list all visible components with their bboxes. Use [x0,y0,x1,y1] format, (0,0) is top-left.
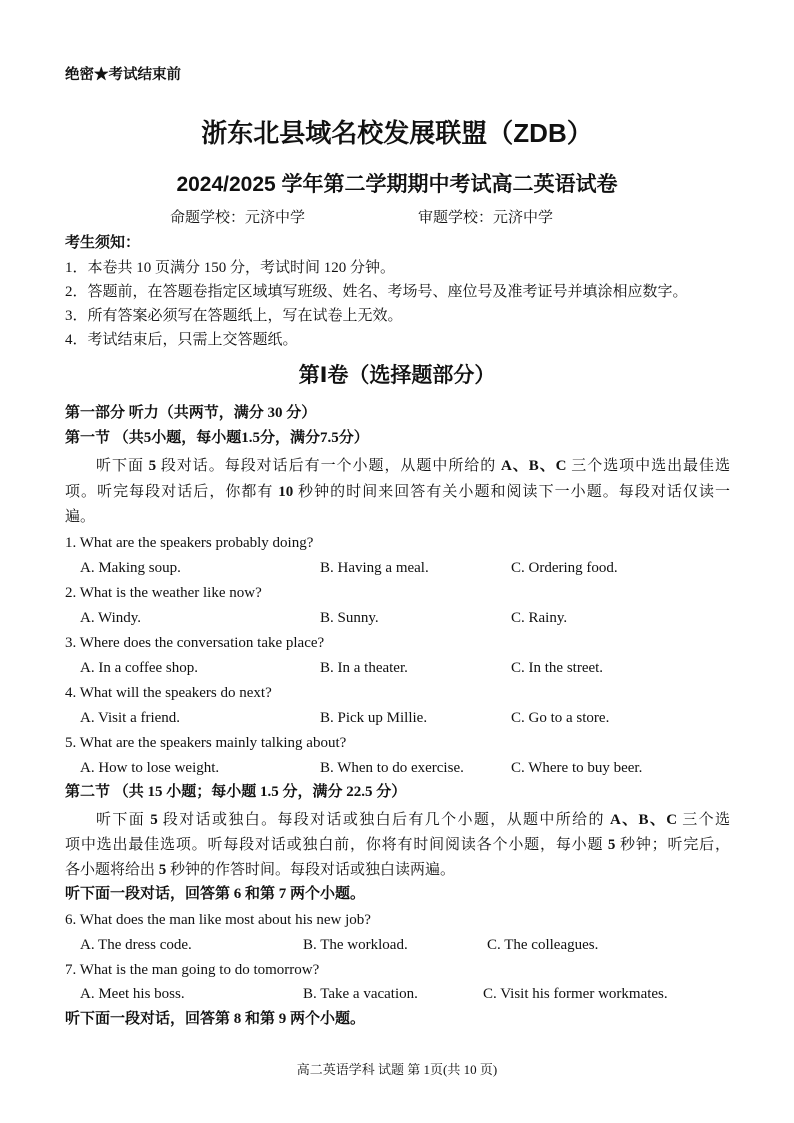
instruction-text: 项中选出最佳选项。听每段对话或独白前，你将有时间阅读各个小题，每小题 [65,837,608,853]
question-5-option-b: B. When to do exercise. [320,760,464,776]
instruction-seconds: 5 [607,837,616,853]
question-2-option-b: B. Sunny. [320,610,379,626]
instruction-count: 5 [150,812,158,828]
question-1-option-c: C. Ordering food. [511,560,618,576]
question-6-option-c: C. The colleagues. [487,937,599,953]
question-3-stem: 3. Where does the conversation take place? [65,635,325,651]
notice-item: 4．考试结束后，只需上交答题纸。 [65,332,298,348]
instruction-text: 秒钟的作答时间。每段对话或独白读两遍。 [166,862,456,878]
question-4-option-a: A. Visit a friend. [80,710,181,726]
question-5-stem: 5. What are the speakers mainly talking about? [65,735,347,751]
instruction-text: 听下面 [96,458,149,474]
question-3-option-b: B. In a theater. [320,660,408,676]
question-1-stem: 1. What are the speakers probably doing? [65,535,314,551]
question-6-option-b: B. The workload. [303,937,408,953]
section2-heading: 第二节 （共 15 小题；每小题 1.5 分，满分 22.5 分） [65,784,407,800]
instruction-options: A、B、C [609,812,678,828]
instruction-seconds: 10 [278,484,294,500]
part1-heading: 第一部分 听力（共两节，满分 30 分） [65,405,317,421]
instruction-text: 三个选 [677,812,730,828]
notice-item: 3．所有答案必须写在答题纸上，写在试卷上无效。 [65,308,403,324]
section2-instructions-line [65,837,730,854]
question-4-option-c: C. Go to a store. [511,710,610,726]
question-2-stem: 2. What is the weather like now? [65,585,262,601]
question-7-option-a: A. Meet his boss. [80,986,185,1002]
instruction-text: 三个选项中选出最佳选 [566,458,730,474]
page-footer: 高二英语学科 试题 第 1页(共 10 页) [296,1062,498,1077]
question-2-option-c: C. Rainy. [511,610,568,626]
notice-heading: 考生须知： [65,235,141,251]
instruction-text: 秒钟的时间来回答有关小题和阅读下一小题。每段对话仅读一 [293,484,730,500]
instruction-text: 段对话。每段对话后有一个小题，从题中所给的 [156,458,501,474]
instruction-text: 段对话或独白。每段对话或独白后有几个小题，从题中所给的 [157,812,610,828]
question-2-option-a: A. Windy. [80,610,142,626]
exam-title: 浙东北县域名校发展联盟（ZDB） [201,118,593,148]
instruction-count: 5 [148,458,157,474]
section1-instructions-line [96,458,730,475]
section2-instructions-line [96,812,730,829]
section1-heading: 第一节 （共5小题，每小题1.5分，满分7.5分） [65,430,369,446]
question-4-option-b: B. Pick up Millie. [320,710,428,726]
section1-instructions-line [65,509,95,526]
instruction-text: 秒钟；听完后， [615,837,730,853]
instruction-seconds: 5 [158,862,167,878]
question-3-option-c: C. In the street. [511,660,604,676]
question-6-stem: 6. What does the man like most about his new job? [65,912,371,928]
question-7-option-c: C. Visit his former workmates. [483,986,668,1002]
instruction-text: 听下面 [96,812,151,828]
notice-item: 2．答题前，在答题卷指定区域填写班级、姓名、考场号、座位号及准考证号并填涂相应数字。 [65,284,688,300]
instruction-text: 各小题将给出 [65,862,159,878]
confidential-label: 绝密★考试结束前 [65,67,181,83]
question-1-option-a: A. Making soup. [80,560,181,576]
instruction-text: 遍。 [65,509,96,525]
question-7-stem: 7. What is the man going to do tomorrow? [65,962,320,978]
instruction-options: A、B、C [500,458,567,474]
group-prompt: 听下面一段对话，回答第 8 和第 9 两个小题。 [65,1011,366,1027]
instruction-text: 项。听完每段对话后，你都有 [65,484,279,500]
notice-item: 1．本卷共 10 页满分 150 分，考试时间 120 分钟。 [65,260,396,276]
section2-instructions-line [65,862,455,879]
volume-heading: 第Ⅰ卷（选择题部分） [298,364,496,387]
group-prompt: 听下面一段对话，回答第 6 和第 7 两个小题。 [65,886,366,902]
reviewer-school: 审题学校：元济中学 [418,210,554,226]
question-3-option-a: A. In a coffee shop. [80,660,199,676]
question-1-option-b: B. Having a meal. [320,560,429,576]
exam-subtitle: 2024/2025 学年第二学期期中考试高二英语试卷 [176,173,618,196]
question-5-option-c: C. Where to buy beer. [511,760,643,776]
question-4-stem: 4. What will the speakers do next? [65,685,272,701]
section1-instructions-line [65,484,730,501]
question-5-option-a: A. How to lose weight. [80,760,220,776]
question-6-option-a: A. The dress code. [80,937,192,953]
setter-school: 命题学校：元济中学 [170,210,306,226]
question-7-option-b: B. Take a vacation. [303,986,418,1002]
